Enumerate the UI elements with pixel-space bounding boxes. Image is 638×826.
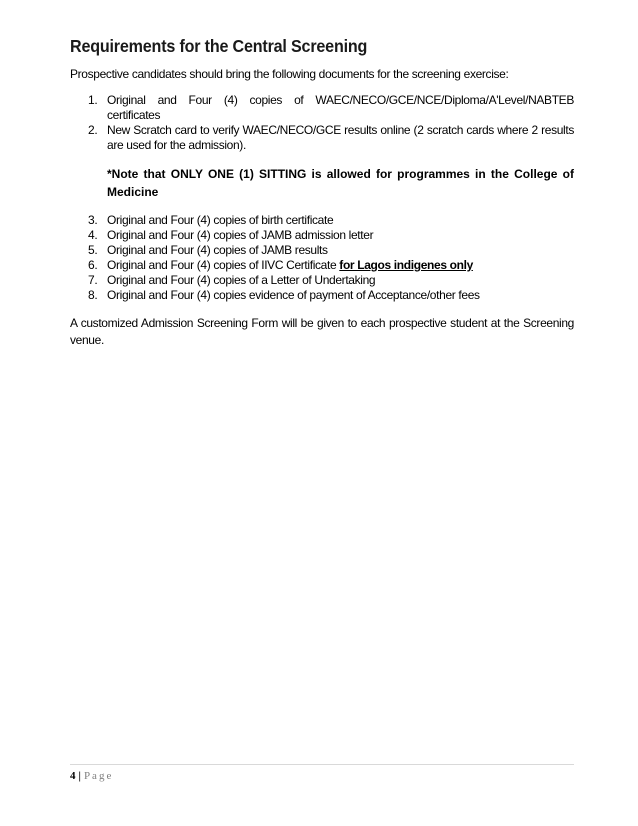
- sitting-note: *Note that ONLY ONE (1) SITTING is allowed for programmes in the College of Medicine: [107, 167, 574, 199]
- list-item-text: Original and Four (4) copies of IIVC Certificate: [107, 258, 340, 272]
- footer-separator: |: [78, 770, 81, 782]
- page-content: [70, 36, 574, 349]
- list-item-number: 7.: [88, 273, 98, 287]
- list-item: [70, 258, 574, 273]
- requirements-list-part2: [70, 213, 574, 303]
- list-item: [70, 213, 574, 228]
- list-item-text: Original and Four (4) copies of a Letter of Undertaking: [107, 273, 376, 287]
- page-footer: [70, 770, 113, 782]
- page-number: 4: [70, 770, 76, 782]
- requirements-list-part1: [70, 93, 574, 153]
- closing-text: A customized Admission Screening Form will be given to each prospective student at the Screening venue.: [70, 316, 574, 347]
- footer-divider: [70, 764, 574, 765]
- list-item-number: 3.: [88, 213, 98, 227]
- page-label: Page: [83, 770, 114, 782]
- list-item-number: 2.: [88, 123, 98, 137]
- list-item: [70, 273, 574, 288]
- list-item-number: 1.: [88, 93, 98, 107]
- list-item: [70, 243, 574, 258]
- list-item-number: 6.: [88, 258, 98, 272]
- intro-text: Prospective candidates should bring the following documents for the screening exercise:: [70, 67, 509, 81]
- list-item-text: New Scratch card to verify WAEC/NECO/GCE results online (2 scratch cards where 2 results are used for the admission).: [107, 123, 574, 152]
- list-item-text: Original and Four (4) copies evidence of payment of Acceptance/other fees: [107, 288, 480, 302]
- list-item-text: Original and Four (4) copies of JAMB results: [107, 243, 328, 257]
- list-item-number: 4.: [88, 228, 98, 242]
- page-heading: Requirements for the Central Screening: [70, 36, 368, 56]
- list-item-text: Original and Four (4) copies of JAMB admission letter: [107, 228, 374, 242]
- list-item-text: Original and Four (4) copies of birth certificate: [107, 213, 334, 227]
- list-item-number: 5.: [88, 243, 98, 257]
- lagos-indigenes-emphasis: for Lagos indigenes only: [339, 258, 473, 272]
- list-item-number: 8.: [88, 288, 98, 302]
- list-item: [70, 123, 574, 153]
- list-item: [70, 93, 574, 123]
- list-item: [70, 288, 574, 303]
- list-item: [70, 228, 574, 243]
- list-item-text: Original and Four (4) copies of WAEC/NECO/GCE/NCE/Diploma/A'Level/NABTEB certificates: [107, 93, 574, 122]
